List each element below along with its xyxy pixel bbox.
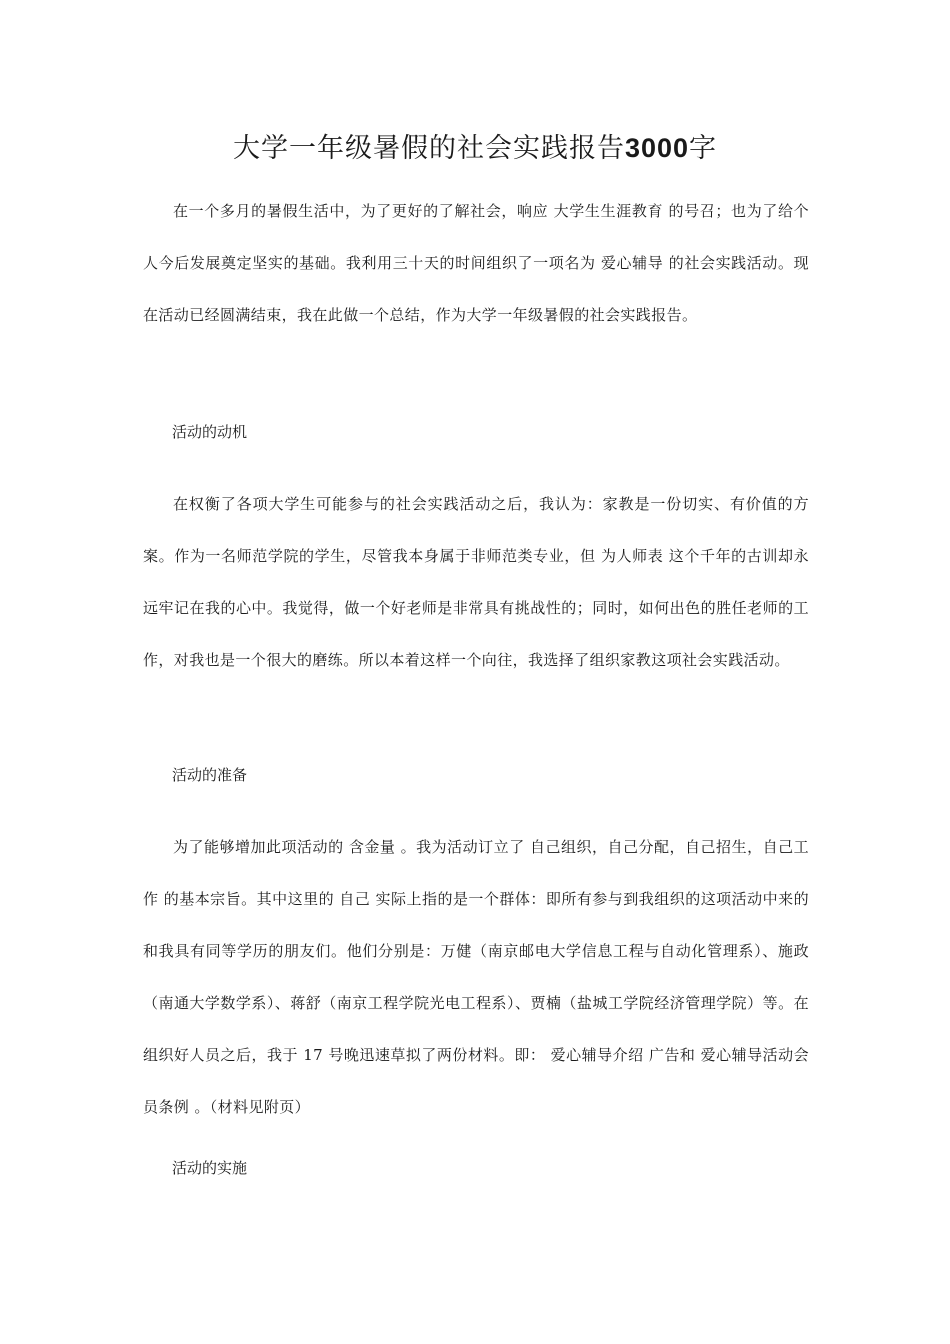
paragraph-preparation: 为了能够增加此项活动的 含金量 。我为活动订立了 自己组织，自己分配，自己招生，自己工作 的基本宗旨。其中这里的 自己 实际上指的是一个群体：即所有参与到我组织的这项活动中来的和我具有同等学历的朋友们。他们分别是：万健（南京邮电大学信息工程与自动化管理系）、施政（南通大学数学系）、蒋舒（南京工程学院光电工程系）、贾楠（盐城工学院经济管理学院）等。在组织好人员之后，我于 17 号晚迅速草拟了两份材料。即： 爱心辅导介绍 广告和 爱心辅导活动会员条例 。（材料见附页） bbox=[143, 838, 809, 1116]
heading-preparation: 活动的准备 bbox=[172, 766, 248, 784]
title-suffix: 字 bbox=[689, 133, 718, 165]
document-title bbox=[0, 126, 950, 171]
title-main: 大学一年级暑假的社会实践报告 bbox=[232, 133, 625, 165]
paragraph-motivation: 在权衡了各项大学生可能参与的社会实践活动之后，我认为：家教是一份切实、有价值的方案。作为一名师范学院的学生，尽管我本身属于非师范类专业，但 为人师表 这个千年的古训却永远牢记在我的心中。我觉得，做一个好老师是非常具有挑战性的；同时，如何出色的胜任老师的工作，对我也是一个很大的磨练。所以本着这样一个向往，我选择了组织家教这项社会实践活动。 bbox=[143, 495, 809, 669]
title-number: 3000 bbox=[624, 133, 690, 164]
heading-motivation: 活动的动机 bbox=[172, 423, 248, 441]
heading-implementation: 活动的实施 bbox=[172, 1159, 248, 1177]
paragraph-intro: 在一个多月的暑假生活中，为了更好的了解社会，响应 大学生生涯教育 的号召；也为了给个人今后发展奠定坚实的基础。我利用三十天的时间组织了一项名为 爱心辅导 的社会实践活动。现在活动已经圆满结束，我在此做一个总结，作为大学一年级暑假的社会实践报告。 bbox=[143, 202, 809, 324]
